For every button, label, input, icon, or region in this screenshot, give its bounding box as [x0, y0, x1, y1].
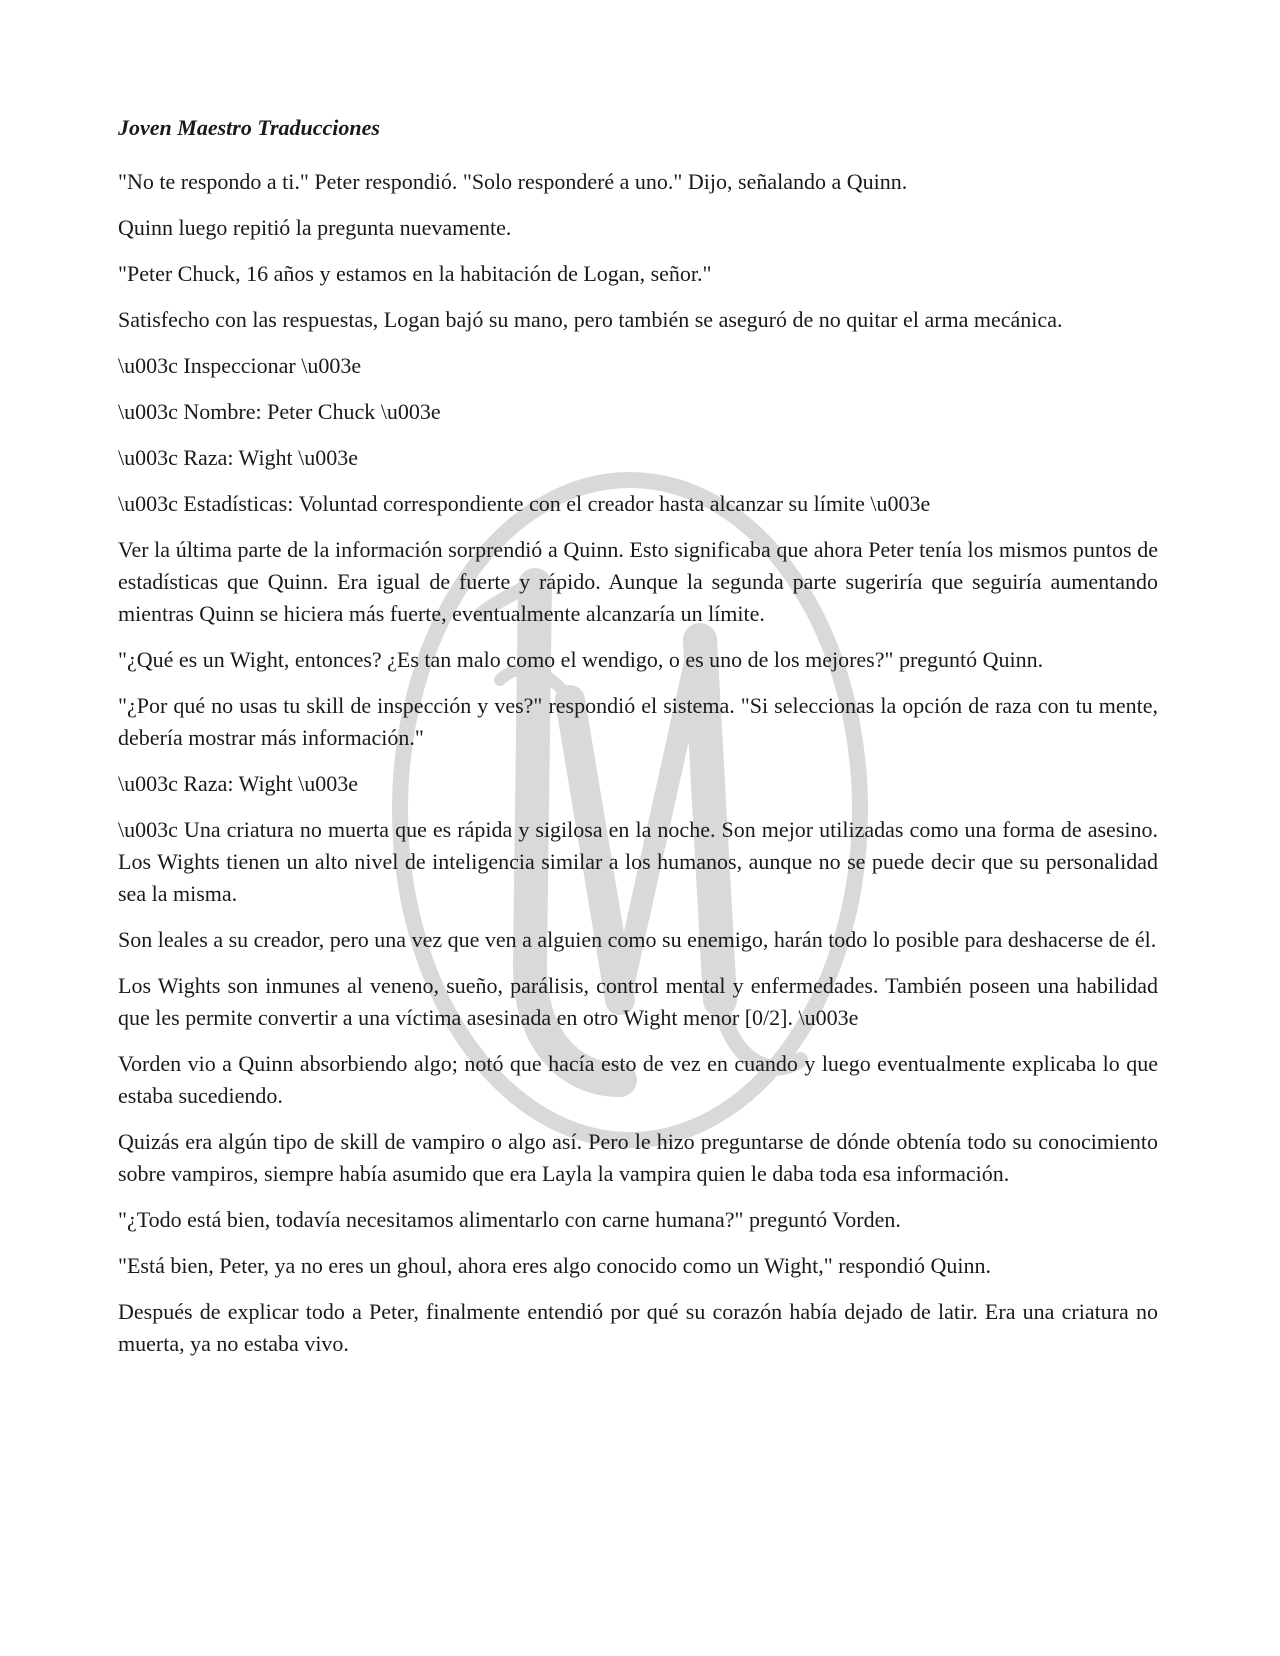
paragraph: "No te respondo a ti." Peter respondió. "Solo responderé a uno." Dijo, señalando a Quinn.	[118, 169, 908, 194]
paragraph: "Está bien, Peter, ya no eres un ghoul, ahora eres algo conocido como un Wight," respondió Quinn.	[118, 1253, 991, 1278]
system-box-line: \u003c Raza: Wight \u003e	[118, 771, 359, 796]
paragraph: "¿Qué es un Wight, entonces? ¿Es tan malo como el wendigo, o es uno de los mejores?" preguntó Quinn.	[118, 647, 1044, 672]
paragraph: Quinn luego repitió la pregunta nuevamente.	[118, 215, 512, 240]
document-body	[118, 112, 1158, 1374]
paragraph: Satisfecho con las respuestas, Logan bajó su mano, pero también se aseguró de no quitar el arma mecánica.	[118, 307, 1063, 332]
system-box-line: \u003c Una criatura no muerta que es rápida y sigilosa en la noche. Son mejor utilizadas como una forma de asesino. Los Wights tienen un alto nivel de inteligencia similar a los humanos, aunque no se puede decir que su personalidad sea la misma.	[118, 817, 1158, 906]
paragraph: "¿Por qué no usas tu skill de inspección y ves?" respondió el sistema. "Si seleccionas la opción de raza con tu mente, debería mostrar más información."	[118, 693, 1158, 750]
paragraph: Quizás era algún tipo de skill de vampiro o algo así. Pero le hizo preguntarse de dónde obtenía todo su conocimiento sobre vampiros, siempre había asumido que era Layla la vampira quien le daba toda esa información.	[118, 1129, 1158, 1186]
system-box-line: \u003c Raza: Wight \u003e	[118, 445, 359, 470]
paragraph: "Peter Chuck, 16 años y estamos en la habitación de Logan, señor."	[118, 261, 712, 286]
paragraph: Vorden vio a Quinn absorbiendo algo; notó que hacía esto de vez en cuando y luego eventualmente explicaba lo que estaba sucediendo.	[118, 1051, 1158, 1108]
paragraph: Ver la última parte de la información sorprendió a Quinn. Esto significaba que ahora Peter tenía los mismos puntos de estadísticas que Quinn. Era igual de fuerte y rápido. Aunque la segunda parte sugeriría que seguiría aumentando mientras Quinn se hiciera más fuerte, eventualmente alcanzaría un límite.	[118, 537, 1158, 626]
system-box-line: \u003c Inspeccionar \u003e	[118, 353, 362, 378]
paragraph: Después de explicar todo a Peter, finalmente entendió por qué su corazón había dejado de latir. Era una criatura no muerta, ya no estaba vivo.	[118, 1299, 1158, 1356]
paragraph: "¿Todo está bien, todavía necesitamos alimentarlo con carne humana?" preguntó Vorden.	[118, 1207, 901, 1232]
system-box-line: Son leales a su creador, pero una vez que ven a alguien como su enemigo, harán todo lo posible para deshacerse de él.	[118, 927, 1157, 952]
system-box-line: \u003c Nombre: Peter Chuck \u003e	[118, 399, 441, 424]
system-box-line: \u003c Estadísticas: Voluntad correspondiente con el creador hasta alcanzar su límite \u003e	[118, 491, 931, 516]
system-box-line: Los Wights son inmunes al veneno, sueño, parálisis, control mental y enfermedades. También poseen una habilidad que les permite convertir a una víctima asesinada en otro Wight menor [0/2]. \u003e	[118, 973, 1158, 1030]
document-heading: Joven Maestro Traducciones	[118, 115, 380, 140]
